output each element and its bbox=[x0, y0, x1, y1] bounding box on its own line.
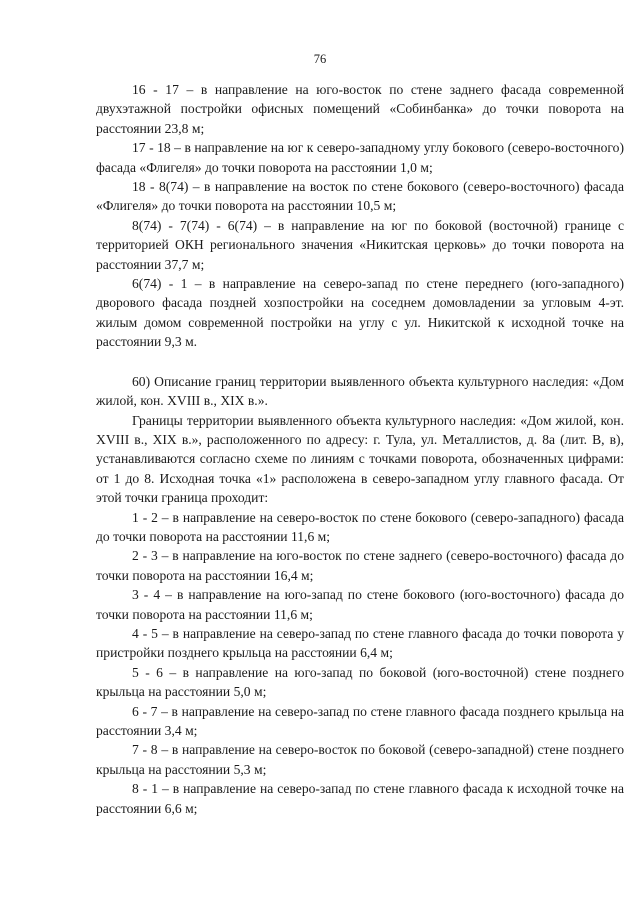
boundary-segment-paragraph: 6 - 7 – в направление на северо-запад по стене главного фасада позднего крыльца на расстоянии 3,4 м; bbox=[96, 703, 624, 738]
boundary-segment-paragraph: 17 - 18 – в направление на юг к северо-западному углу бокового (северо-восточного) фасада «Флигеля» до точки поворота на расстоянии 1,0 м; bbox=[96, 140, 624, 175]
boundary-segment-paragraph: 2 - 3 – в направление на юго-восток по стене заднего (северо-восточного) фасада до точки поворота на расстоянии 16,4 м; bbox=[96, 548, 624, 583]
page-number: 76 bbox=[313, 52, 327, 66]
document-body bbox=[96, 80, 624, 818]
boundary-segment-paragraph: 16 - 17 – в направление на юго-восток по стене заднего фасада современной двухэтажной постройки офисных помещений «Собинбанка» до точки поворота на расстоянии 23,8 м; bbox=[96, 82, 624, 136]
section-spacer bbox=[96, 352, 624, 372]
boundary-segment-paragraph: 3 - 4 – в направление на юго-запад по стене бокового (юго-восточного) фасада до точки поворота на расстоянии 11,6 м; bbox=[96, 587, 624, 622]
boundary-segment-paragraph: 7 - 8 – в направление на северо-восток по боковой (северо-западной) стене позднего крыльца на расстоянии 5,3 м; bbox=[96, 742, 624, 777]
boundary-segment-paragraph: 5 - 6 – в направление на юго-запад по боковой (юго-восточной) стене позднего крыльца на расстоянии 5,0 м; bbox=[96, 664, 624, 700]
boundary-segment-paragraph: 4 - 5 – в направление на северо-запад по стене главного фасада до точки поворота у пристройки позднего крыльца на расстоянии 6,4 м; bbox=[96, 625, 624, 661]
section-intro-paragraph: Границы территории выявленного объекта культурного наследия: «Дом жилой, кон. XVIII в., XIX в.», расположенного по адресу: г. Тула, ул. Металлистов, д. 8а (лит. В, в), устанавливаются согласно схеме по линиям с точками поворота, обозначенных цифрами: от 1 до 8. Исходная точка «1» расположена в северо-западном углу главного фасада. От этой точки граница проходит: bbox=[96, 412, 624, 506]
section-heading: 60) Описание границ территории выявленного объекта культурного наследия: «Дом жилой, кон. XVIII в., XIX в.». bbox=[96, 373, 624, 409]
boundary-segment-paragraph: 6(74) - 1 – в направление на северо-запад по стене переднего (юго-западного) дворового фасада поздней хозпостройки на соседнем домовладении за угловым 4-эт. жилым домом современной постройки на углу с ул. Никитской к исходной точке на расстоянии 9,3 м. bbox=[96, 276, 624, 350]
boundary-segment-paragraph: 1 - 2 – в направление на северо-восток по стене бокового (северо-западного) фасада до точки поворота на расстоянии 11,6 м; bbox=[96, 509, 624, 544]
boundary-segment-paragraph: 8 - 1 – в направление на северо-запад по стене главного фасада к исходной точке на расстоянии 6,6 м; bbox=[96, 781, 624, 816]
boundary-segment-paragraph: 18 - 8(74) – в направление на восток по стене бокового (северо-восточного) фасада «Флигеля» до точки поворота на расстоянии 10,5 м; bbox=[96, 179, 624, 214]
boundary-segment-paragraph: 8(74) - 7(74) - 6(74) – в направление на юг по боковой (восточной) границе с территорией ОКН регионального значения «Никитская церковь» до точки поворота на расстоянии 37,7 м; bbox=[96, 217, 624, 272]
